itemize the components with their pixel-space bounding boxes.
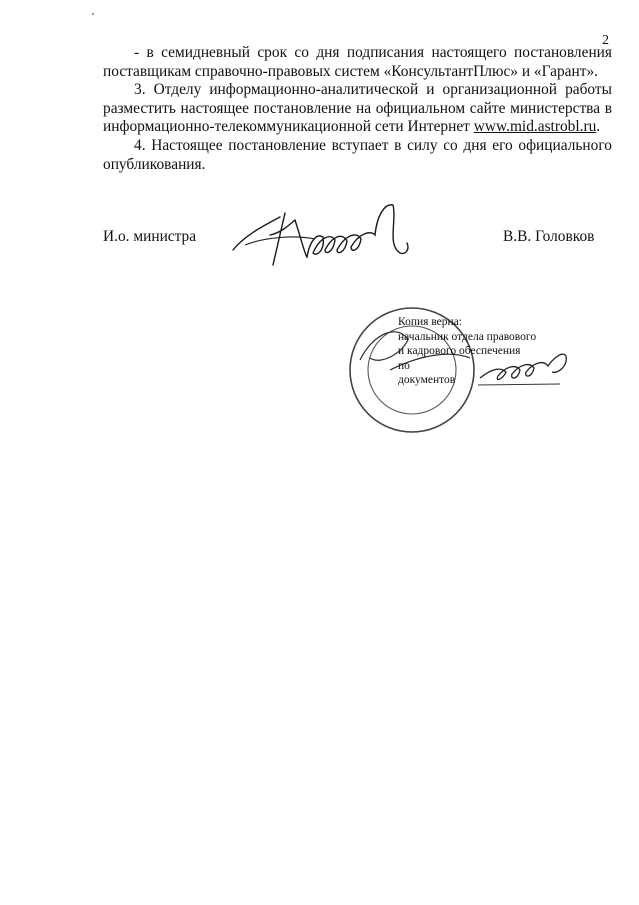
body-text — [103, 44, 612, 174]
website-link[interactable]: www.mid.astrobl.ru — [473, 118, 597, 136]
handwritten-signature — [225, 195, 425, 275]
paragraph-effective-date: 4. Настоящее постановление вступает в силу со дня его официального опубликования. — [103, 136, 612, 173]
copy-note-line: Копия верна: — [398, 316, 462, 328]
paragraph-delivery: - в семидневный срок со дня подписания настоящего постановления поставщикам справочно-правовых систем «КонсультантПлюс» и «Гарант». — [103, 44, 612, 80]
scan-speck — [92, 13, 94, 15]
copy-note-line: по — [398, 359, 410, 372]
copy-note-line: начальник отдела правового — [398, 330, 537, 343]
copy-note-line: и кадрового обеспечения — [398, 345, 521, 357]
signatory-name: В.В. Головков — [503, 228, 595, 245]
signatory-title: И.о. министра — [103, 228, 197, 245]
copy-certification — [398, 315, 536, 388]
page-number: 2 — [602, 33, 609, 48]
paragraph-publication — [103, 81, 612, 137]
paragraph-publication-text: 3. Отделу информационно-аналитической и организационной работы разместить настоящее постановление на официальном сайте министерства в информационно-телекоммуникационной сети Интернет — [103, 81, 612, 136]
paragraph-publication-tail: . — [596, 118, 601, 136]
copy-note-line: документов — [398, 374, 456, 386]
